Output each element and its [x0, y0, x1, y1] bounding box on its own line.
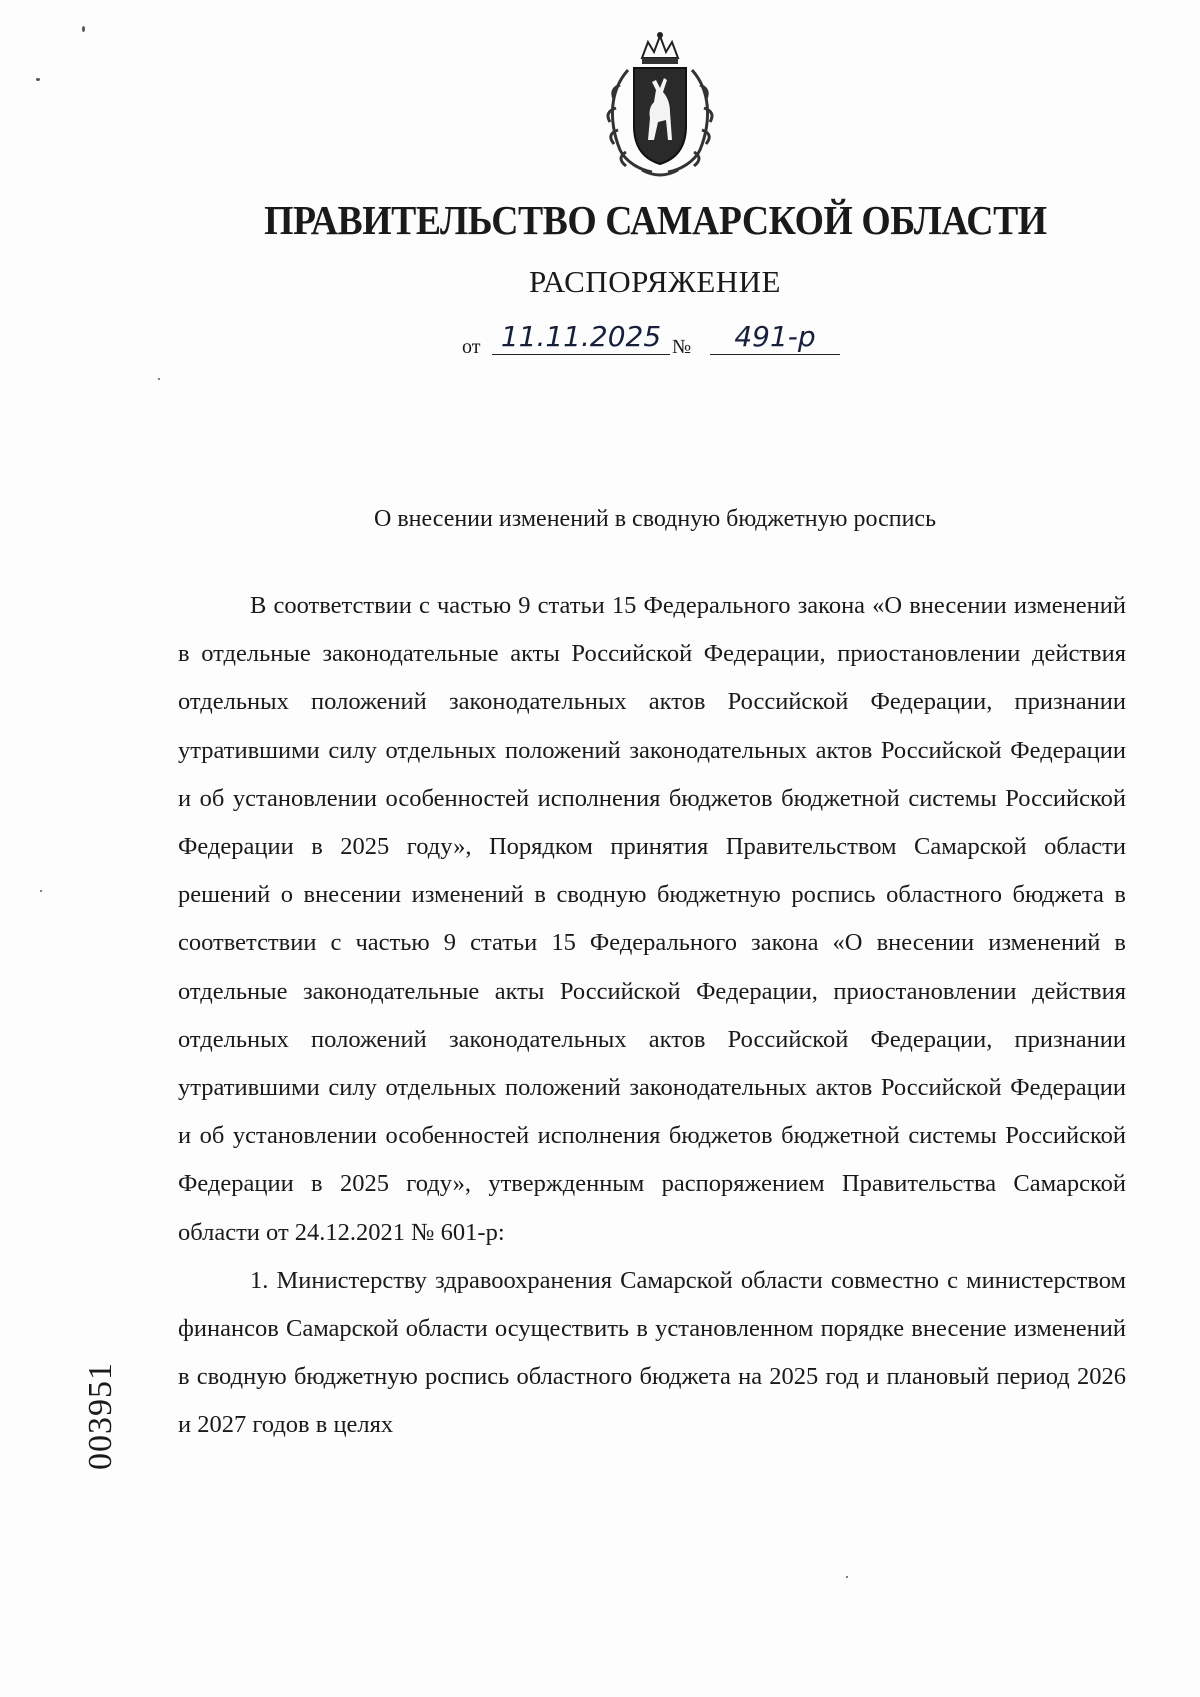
scan-speck	[82, 26, 85, 32]
preamble-paragraph: В соответствии с частью 9 статьи 15 Федерального закона «О внесении изменений в отдельные законодательные акты Российской Федерации, приостановлении действия отдельных положений законодательных актов Российской Федерации, признании утратившими силу отдельных положений законодательных актов Российской Федерации и об установлении особенностей исполнения бюджетов бюджетной системы Российской Федерации в 2025 году», Порядком принятия Правительством Самарской области решений о внесении изменений в сводную бюджетную роспись областного бюджета в соответствии с частью 9 статьи 15 Федерального закона «О внесении изменений в отдельные законодательные акты Российской Федерации, приостановлении действия отдельных положений законодательных актов Российской Федерации, признании утратившими силу отдельных положений законодательных актов Российской Федерации и об установлении особенностей исполнения бюджетов бюджетной системы Российской Федерации в 2025 году», утвержденным распоряжением Правительства Самарской области от 24.12.2021 № 601-р:	[178, 592, 1126, 1246]
document-subject: О внесении изменений в сводную бюджетную роспись	[373, 506, 937, 532]
scan-speck	[40, 890, 42, 892]
serial-number: 003951	[82, 1362, 119, 1470]
scan-speck	[158, 378, 160, 380]
scan-speck	[36, 78, 40, 81]
scan-speck	[846, 1576, 848, 1578]
number-prefix: №	[672, 336, 692, 358]
organization-title: ПРАВИТЕЛЬСТВО САМАРСКОЙ ОБЛАСТИ	[264, 197, 1047, 243]
date-prefix: от	[462, 336, 481, 358]
document-body	[178, 582, 1126, 1450]
document-type: РАСПОРЯЖЕНИЕ	[529, 264, 781, 299]
clause-1-paragraph: 1. Министерству здравоохранения Самарской области совместно с министерством финансов Самарской области осуществить в установленном порядке внесение изменений в сводную бюджетную роспись областного бюджета на 2025 год и плановый период 2026 и 2027 годов в целях	[178, 1266, 1126, 1439]
coat-of-arms-emblem	[590, 30, 730, 180]
handwritten-number: 491-р	[710, 320, 840, 355]
handwritten-date: 11.11.2025	[492, 320, 670, 355]
